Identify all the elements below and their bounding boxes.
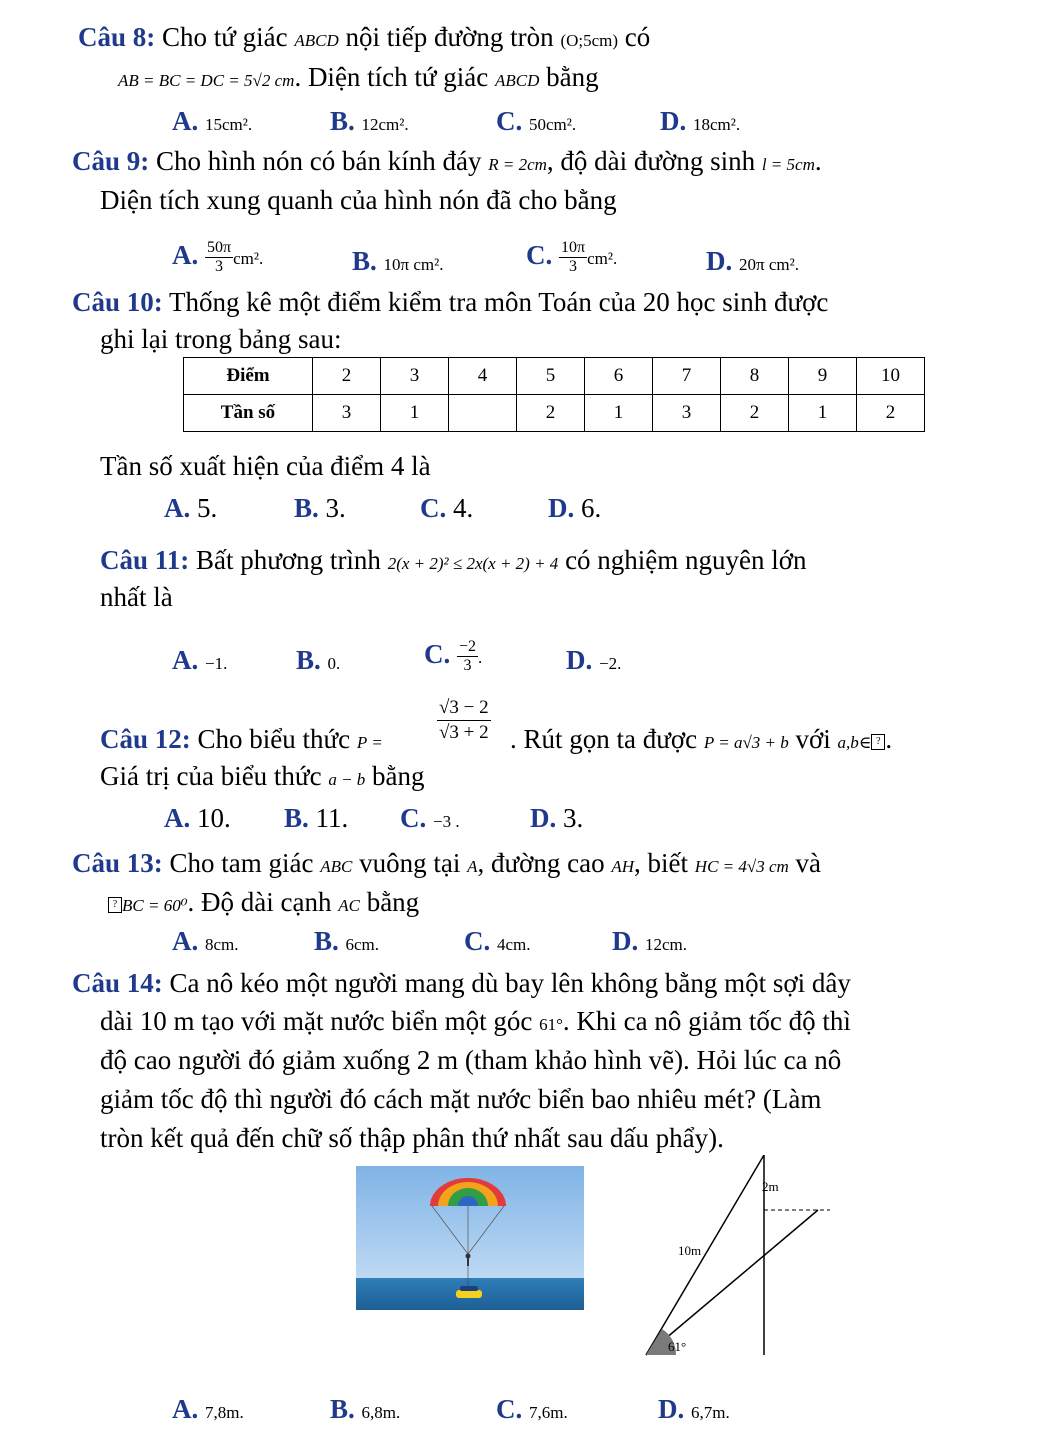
q10-line1: Câu 10: Thống kê một điểm kiểm tra môn Toán của 20 học sinh được xyxy=(72,287,829,317)
q13-option-d[interactable]: D. 12cm. xyxy=(612,926,688,956)
q12-option-d[interactable]: D. 3. xyxy=(530,803,584,833)
q9-option-b[interactable]: B. 10π cm². xyxy=(352,246,444,276)
parasailing-illustration xyxy=(356,1166,584,1310)
q11-option-d[interactable]: D. −2. xyxy=(566,645,622,675)
q9-label: Câu 9: xyxy=(72,146,150,176)
table-row: Điểm 2 3 4 5 6 7 8 9 10 xyxy=(184,358,925,395)
missing-glyph-icon: ? xyxy=(871,734,885,750)
q14-line3: độ cao người đó giảm xuống 2 m (tham khảo hình vẽ). Hỏi lúc ca nô xyxy=(100,1045,842,1075)
q9-line2: Diện tích xung quanh của hình nón đã cho bằng xyxy=(100,185,617,215)
parasailing-photo xyxy=(356,1166,584,1310)
q8-option-b[interactable]: B. 12cm². xyxy=(330,106,409,136)
q13-line2: ? BC = 60⁰. Độ dài cạnh AC bằng xyxy=(108,885,419,923)
q11-line2: nhất là xyxy=(100,582,173,612)
q8-label: Câu 8: xyxy=(78,22,156,52)
q8-line1: Câu 8: Cho tứ giác ABCD nội tiếp đường tròn (O;5cm) có xyxy=(78,22,651,52)
q9-option-d[interactable]: D. 20π cm². xyxy=(706,246,799,276)
q9-option-a[interactable]: A. $\frac{50\pi}{3}$ cm². xyxy=(172,239,264,276)
q13-line1: Câu 13: Cho tam giác ABC vuông tại A, đường cao AH, biết HC = 4√3 cm và xyxy=(72,848,822,878)
q9-option-c[interactable]: C. $\frac{10\pi}{3}$ cm². xyxy=(526,239,618,276)
q14-option-d[interactable]: D. 6,7m. xyxy=(658,1394,730,1424)
table-row: Tần số 3 1 2 1 3 2 1 2 xyxy=(184,395,925,432)
q10-option-b[interactable]: B. 3. xyxy=(294,493,346,523)
q14-line2: dài 10 m tạo với mặt nước biển một góc 61°. Khi ca nô giảm tốc độ thì xyxy=(100,1006,851,1036)
q14-label: Câu 14: xyxy=(72,968,163,998)
q8-condition: AB = BC = DC = 5√2 cm xyxy=(118,71,295,90)
rope-angle-diagram xyxy=(640,1155,840,1365)
q13-option-c[interactable]: C. 4cm. xyxy=(464,926,531,956)
q12-option-a[interactable]: A. 10. xyxy=(164,803,231,833)
q8-option-a[interactable]: A. 15cm². xyxy=(172,106,253,136)
q10-line2: ghi lại trong bảng sau: xyxy=(100,324,342,354)
q11-option-a[interactable]: A. −1. xyxy=(172,645,228,675)
q9-line1: Câu 9: Cho hình nón có bán kính đáy R = 2cm, độ dài đường sinh l = 5cm. xyxy=(72,146,822,176)
q12-option-c[interactable]: C. −3 . xyxy=(400,803,460,833)
q11-label: Câu 11: xyxy=(100,545,190,575)
q11-option-c[interactable]: C. $\frac{-2}{3}$ . xyxy=(424,638,483,675)
q12-label: Câu 12: xyxy=(100,724,191,754)
diagram-label-2m: 2m xyxy=(762,1179,779,1194)
q13-option-b[interactable]: B. 6cm. xyxy=(314,926,380,956)
diagram-label-10m: 10m xyxy=(678,1243,702,1258)
diagram-label-angle: 61° xyxy=(668,1339,687,1354)
q13-label: Câu 13: xyxy=(72,848,163,878)
q11-option-b[interactable]: B. 0. xyxy=(296,645,341,675)
q8-line2: AB = BC = DC = 5√2 cm. Diện tích tứ giác ABCD bằng xyxy=(118,62,599,92)
q8-option-c[interactable]: C. 50cm². xyxy=(496,106,577,136)
q11-line1: Câu 11: Bất phương trình 2(x + 2)² ≤ 2x(x + 2) + 4 có nghiệm nguyên lớn xyxy=(100,545,807,575)
geometry-diagram xyxy=(640,1155,840,1365)
q10-option-d[interactable]: D. 6. xyxy=(548,493,602,523)
q8-option-d[interactable]: D. 18cm². xyxy=(660,106,741,136)
q10-question: Tần số xuất hiện của điểm 4 là xyxy=(100,451,431,481)
q12-option-b[interactable]: B. 11. xyxy=(284,803,349,833)
table-header-frequency: Tần số xyxy=(184,395,313,432)
table-header-score: Điểm xyxy=(184,358,313,395)
q14-option-a[interactable]: A. 7,8m. xyxy=(172,1394,244,1424)
q14-line1: Câu 14: Ca nô kéo một người mang dù bay lên không bằng một sợi dây xyxy=(72,968,851,998)
q10-label: Câu 10: xyxy=(72,287,163,317)
q14-line4: giảm tốc độ thì người đó cách mặt nước biển bao nhiêu mét? (Làm xyxy=(100,1084,822,1114)
frequency-table xyxy=(183,357,925,432)
missing-glyph-icon: ? xyxy=(108,897,122,913)
q14-option-c[interactable]: C. 7,6m. xyxy=(496,1394,568,1424)
q12-line1: Câu 12: Cho biểu thức P = xyxy=(100,724,383,754)
q10-option-c[interactable]: C. 4. xyxy=(420,493,474,523)
q10-option-a[interactable]: A. 5. xyxy=(164,493,218,523)
q14-option-b[interactable]: B. 6,8m. xyxy=(330,1394,401,1424)
q12-line1b: . Rút gọn ta được P = a√3 + b với a,b∈ ? . xyxy=(510,724,893,754)
q12-fraction: $\frac{√3 - 2}{√3 + 2}$ xyxy=(439,697,489,743)
q13-option-a[interactable]: A. 8cm. xyxy=(172,926,239,956)
q12-line2: Giá trị của biểu thức a − b bằng xyxy=(100,761,425,791)
q14-line5: tròn kết quả đến chữ số thập phân thứ nhất sau dấu phẩy). xyxy=(100,1123,724,1153)
